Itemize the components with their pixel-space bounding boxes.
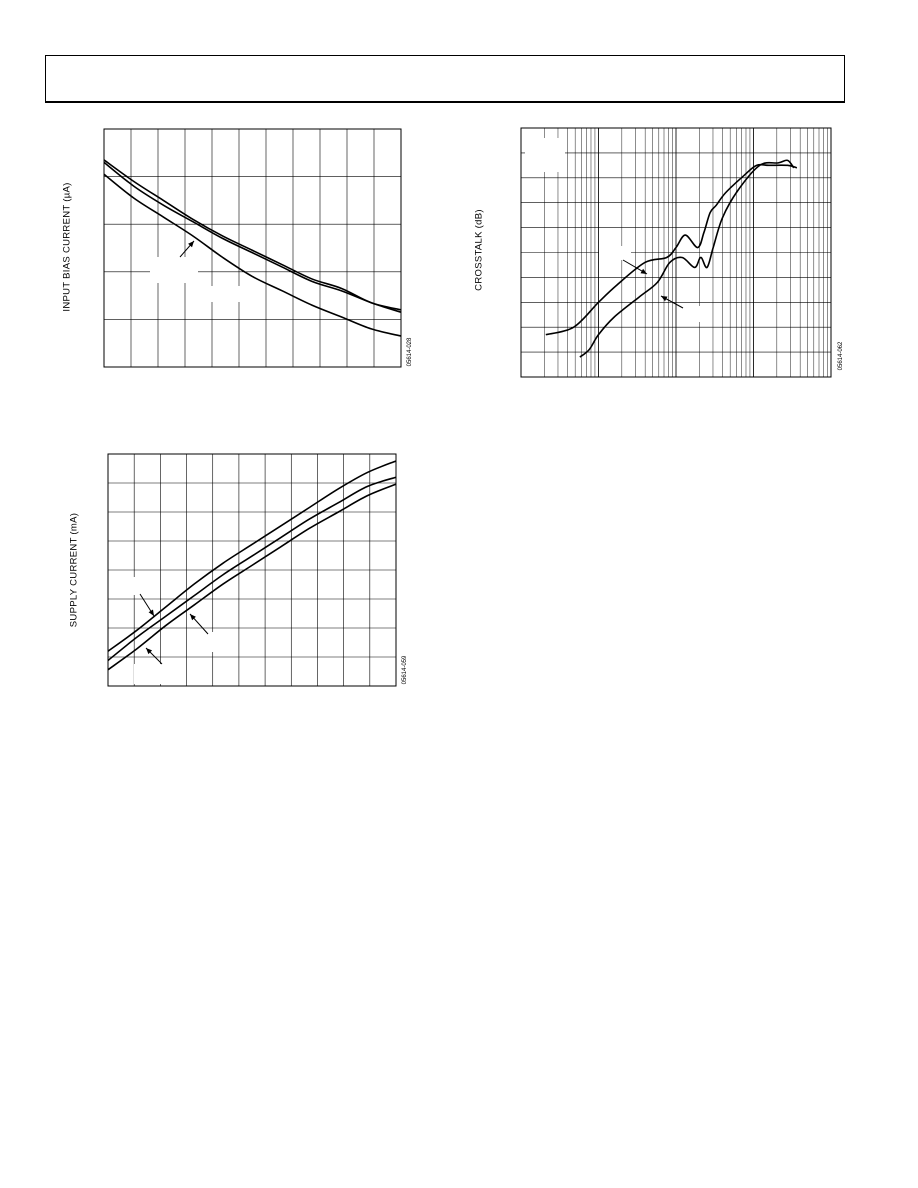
crosstalk-chart [521,128,831,377]
input-bias-current-chart [104,129,401,367]
label-blank-area [599,246,631,260]
supply-current-chart [108,454,396,686]
callout-arrow-head [149,610,154,617]
series-line-1 [104,160,401,310]
label-blank-area [525,138,565,172]
chart2-ylabel: SUPPLY CURRENT (mA) [68,512,80,628]
label-blank-area [679,306,711,322]
series-line-1 [546,165,797,335]
label-blank-area [208,286,248,302]
chart1-figure-code: 05614-028 [407,337,413,367]
series-line-3 [104,174,401,336]
page-header-box [45,55,845,103]
label-blank-area [198,632,222,652]
label-blank-area [150,257,198,283]
label-blank-area [130,577,158,595]
plot-frame [104,129,401,367]
chart1-ylabel: INPUT BIAS CURRENT (µA) [61,182,73,312]
label-blank-area [134,664,164,684]
chart3-figure-code: 05614-062 [838,341,844,371]
series-line-2 [108,477,396,660]
chart3-ylabel: CROSSTALK (dB) [473,209,485,291]
series-line-2 [104,162,401,312]
chart2-figure-code: 05614-059 [402,655,408,685]
